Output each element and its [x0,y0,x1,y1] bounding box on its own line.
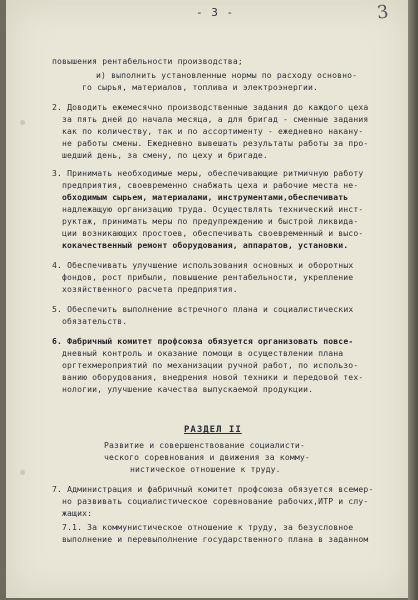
text-line: 2. Доводить ежемесячно производственные задания до каждого цеха [52,102,369,112]
text-line: не работы смены. Ежедневно вывешать результаты работы за про- [62,138,369,148]
binder-edge [408,0,418,600]
page-number: - 3 - [196,6,235,19]
handwritten-page-mark: 3 [375,1,390,24]
text-line: ванию оборудования, внедрения новой техники и передовой тех- [62,372,364,382]
text-line: нологии, улучшение качества выпускаемой продукции. [62,384,314,394]
text-line: и) выполнить установленные нормы по расходу основно- [96,70,358,80]
text-line: хозяйственного расчета предприятия. [62,284,238,294]
text-line: ческого соревнования и движения за комму- [104,452,310,462]
text-line: обходимым сырьем, материалами, инструментами,обеспечивать [62,192,349,202]
text-line: кокачественный ремонт оборудования, аппаратов, установки. [62,240,349,250]
punch-hole [20,120,25,125]
text-line: надлежащую организацию труда. Осуществлять технический инст- [62,204,364,214]
text-line: 7. Администрация и фабричный комитет профсоюза обязуется всемер- [52,484,374,494]
text-line: шедший день, за смену, по цеху и бригаде. [62,150,268,160]
text-line: выполнение и перевыполнение государственного плана в заданном [62,534,369,544]
section-heading [184,425,242,435]
text-line: нистическое отношение к труду. [130,464,281,474]
text-line: фондов, рост прибыли, повышение рентабельности, укрепление [62,272,354,282]
text-line: но развивать социалистическое соревнование рабочих,ИТР и слу- [62,496,369,506]
text-line: ции возникающих простоев, обеспечивать своевременный и высо- [62,228,364,238]
text-line: предприятия, своевременно снабжать цеха и рабочие места не- [62,180,359,190]
section-heading-text: РАЗДЕЛ II [184,425,242,435]
text-line: 3. Принимать необходимые меры, обеспечивающие ритмичную работу [52,168,364,178]
text-line: го сырья, материалов, топлива и электроэнергии. [82,82,319,92]
text-line: 4. Обеспечивать улучшение использования основных и оборотных [52,260,354,270]
text-line: 6. Фабричный комитет профсоюза обязуется организовать повсе- [52,336,354,346]
text-line: жащих: [62,508,93,518]
text-line: за пять дней до начала месяца, а для бригад - сменные задания [62,114,369,124]
text-line: как по количеству, так и по ассортименту - ежедневно накану- [62,126,364,136]
text-line: обязательств. [62,316,128,326]
text-line: дневный контроль и оказание помощи в осуществлении плана [62,348,344,358]
text-line: руктаж, принимать меры по предупреждению и быстрой ликвида- [62,216,359,226]
punch-hole [20,470,25,475]
text-line: 7.1. За коммунистическое отношение к труду, за безусловное [62,522,354,532]
document-sheet [6,0,410,598]
text-line: 5. Обеспечить выполнение встречного плана и социалистических [52,304,354,314]
text-line: повышения рентабельности производства; [52,56,243,66]
text-line: Развитие и совершенствование социалисти- [104,440,305,450]
text-line: оргтехмероприятий по механизации ручной работ, по использо- [62,360,359,370]
